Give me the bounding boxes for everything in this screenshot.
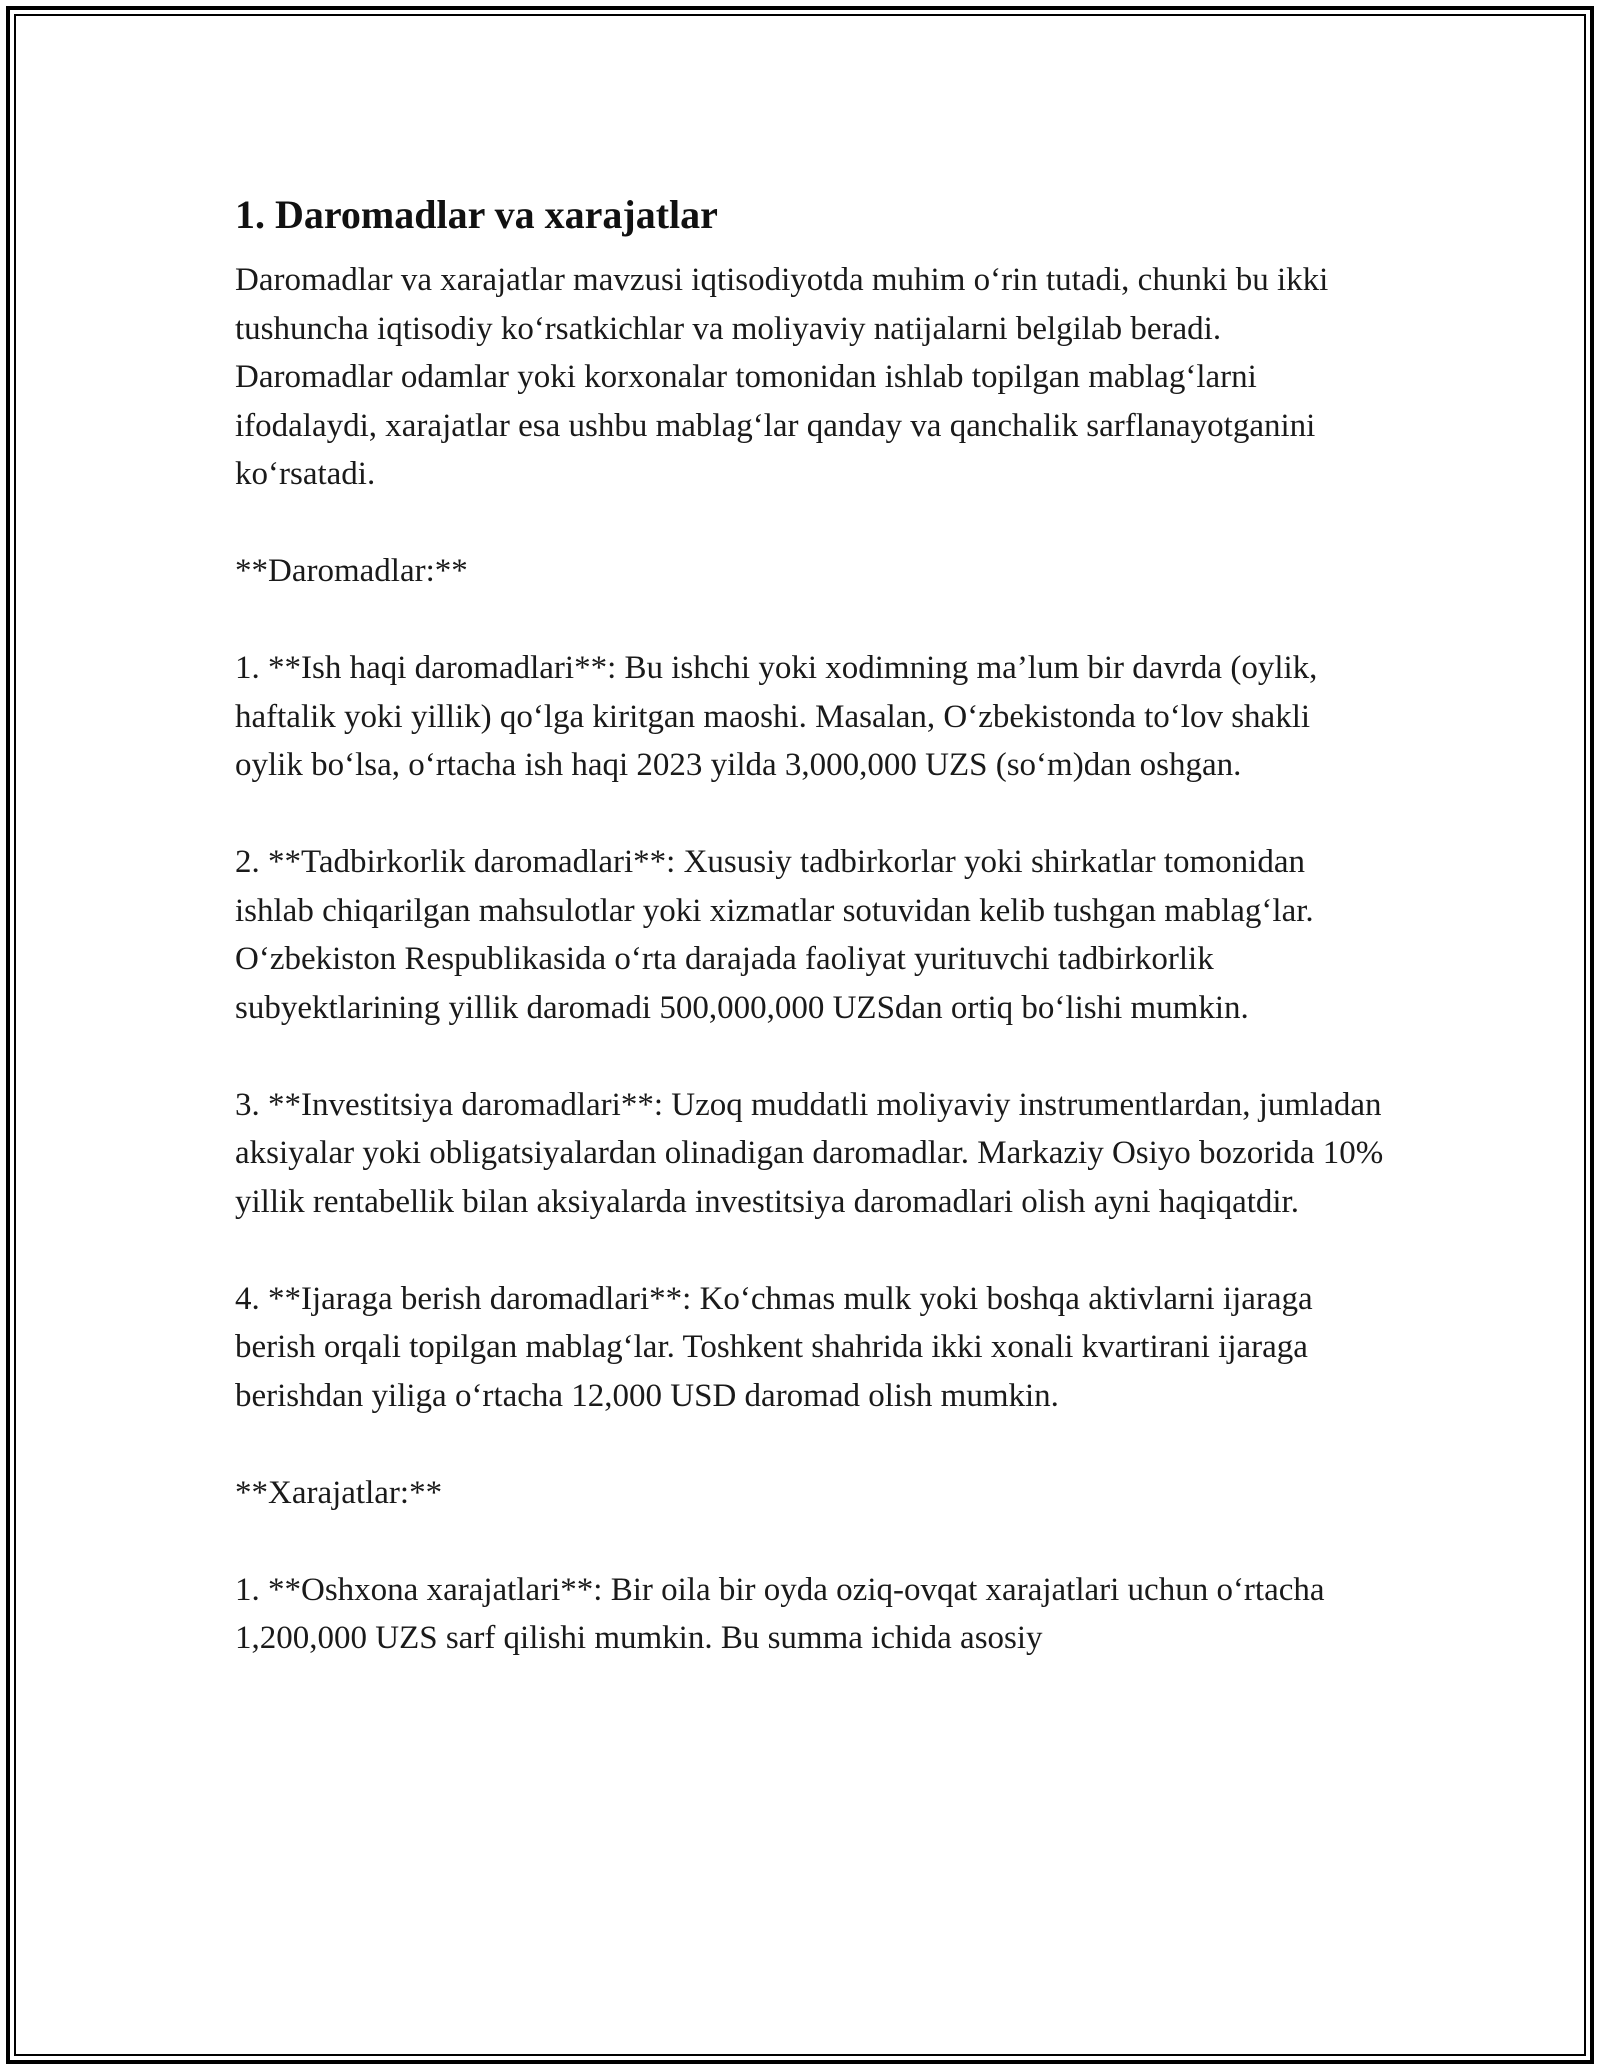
income-item-business: 2. **Tadbirkorlik daromadlari**: Xususiy tadbirkorlar yoki shirkatlar tomonidan ishlab chiqarilgan mahsulotlar yoki xizmatlar sotuvidan kelib tushgan mablag‘lar. O‘zbekiston Respublikasida o‘rta darajada faoliyat yurituvchi tadbirkorlik subyektlarining yillik daromadi 500,000,000 UZSdan ortiq bo‘lishi mumkin.	[235, 844, 1314, 1026]
income-subheading: **Daromadlar:**	[235, 553, 468, 589]
intro-paragraph: Daromadlar va xarajatlar mavzusi iqtisodiyotda muhim o‘rin tutadi, chunki bu ikki tushuncha iqtisodiy ko‘rsatkichlar va moliyaviy natijalarni belgilab beradi. Daromadlar odamlar yoki korxonalar tomonidan ishlab topilgan mablag‘larni ifodalaydi, xarajatlar esa ushbu mablag‘lar qanday va qanchalik sarflanayotganini ko‘rsatadi.	[235, 262, 1329, 492]
expense-item-kitchen: 1. **Oshxona xarajatlari**: Bir oila bir oyda oziq-ovqat xarajatlari uchun o‘rtacha 1,200,000 UZS sarf qilishi mumkin. Bu summa ichida asosiy	[235, 1571, 1325, 1656]
document-body	[235, 188, 1385, 1711]
income-item-investment: 3. **Investitsiya daromadlari**: Uzoq muddatli moliyaviy instrumentlardan, jumladan aksiyalar yoki obligatsiyalardan olinadigan daromadlar. Markaziy Osiyo bozorida 10% yillik rentabellik bilan aksiyalarda investitsiya daromadlari olish ayni haqiqatdir.	[235, 1086, 1384, 1220]
expenses-subheading: **Xarajatlar:**	[235, 1474, 443, 1511]
income-item-salary: 1. **Ish haqi daromadlari**: Bu ishchi yoki xodimning ma’lum bir davrda (oylik, haftalik yoki yillik) qo‘lga kiritgan maoshi. Masalan, O‘zbekistonda to‘lov shakli oylik bo‘lsa, o‘rtacha ish haqi 2023 yilda 3,000,000 UZS (so‘m)dan oshgan.	[235, 650, 1318, 783]
income-item-rental: 4. **Ijaraga berish daromadlari**: Ko‘chmas mulk yoki boshqa aktivlarni ijaraga berish orqali topilgan mablag‘lar. Toshkent shahrida ikki xonali kvartirani ijaraga berishdan yiliga o‘rtacha 12,000 USD daromad olish mumkin.	[235, 1280, 1313, 1414]
section-heading: 1. Daromadlar va xarajatlar	[235, 192, 718, 237]
